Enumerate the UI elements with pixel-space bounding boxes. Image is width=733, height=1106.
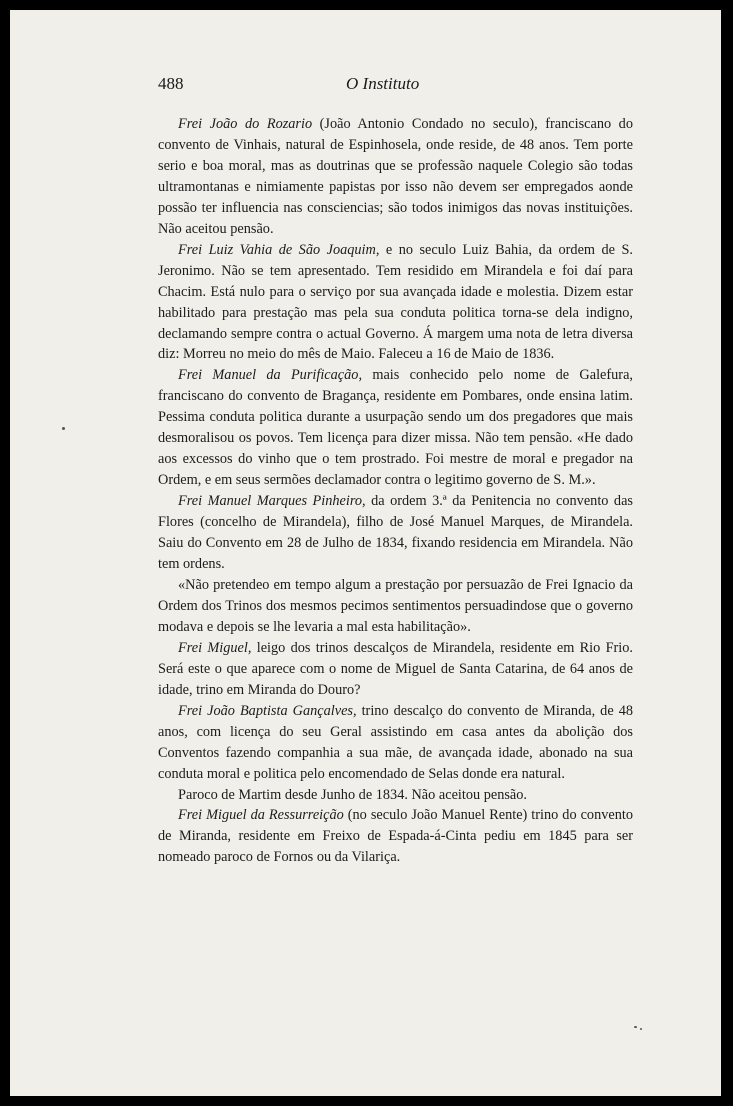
paragraph-text: e no seculo Luiz Bahia, da ordem de S. Jeronimo. Não se tem apresentado. Tem residido em Mirandela e foi daí para Chacim. Está nulo para o serviço por sua avançada idade e molestia. Dizem estar habilitado para prestação mas pela sua conduta politica torna-se dela indigno, declamando sempre contra o actual Governo. Á margem uma nota de letra diversa diz: Morreu no meio do mês de Maio. Faleceu a 16 de Maio de 1836. — [158, 241, 634, 363]
scan-speck — [634, 1026, 637, 1028]
paragraph — [158, 491, 633, 575]
paragraph-text: (no seculo João Manuel Rente) trino do convento de Miranda, residente em Freixo de Espada-á-Cinta pediu em 1845 para ser nomeado paroco de Fornos ou da Vilariça. — [158, 807, 633, 866]
scan-speck — [640, 1028, 642, 1030]
paragraph — [158, 805, 633, 868]
paragraph — [158, 114, 633, 240]
friar-name: Frei Manuel da Purificação, — [178, 367, 363, 384]
paragraph-text: (João Antonio Condado no seculo), franciscano do convento de Vinhais, natural de Espinhosela, onde reside, de 48 anos. Tem porte serio e boa moral, mas as doutrinas que se professão naquele Colegio são todas ultramontanas e nimiamente papistas por isso não devem ser empregados aonde possão ter influencia nas consciencias; são todos inimigos das novas instituições. Não aceitou pensão. — [158, 116, 633, 237]
paragraph-text: Paroco de Martim desde Junho de 1834. Não aceitou pensão. — [178, 786, 528, 803]
scan-speck — [62, 427, 65, 430]
paragraph-text: leigo dos trinos descalços de Mirandela, residente em Rio Frio. Será este o que aparece com o nome de Miguel de Santa Catarina, de 64 anos de idade, trino em Miranda do Douro? — [158, 639, 633, 698]
paragraph-text: trino descalço do convento de Miranda, de 48 anos, com licença do seu Geral assistindo em casa antes da abolição dos Conventos fazendo companhia a sua mãe, de avançada idade, abonado na sua conduta moral e politica pelo encomendado de Selas donde era natural. — [158, 702, 633, 782]
paragraph — [158, 701, 633, 785]
friar-name: Frei Luiz Vahia de São Joaquim, — [178, 241, 380, 258]
friar-name: Frei Manuel Marques Pinheiro, — [178, 493, 366, 510]
friar-name: Frei João Baptista Gançalves, — [178, 702, 357, 719]
paragraph-text: da ordem 3.ª da Penitencia no convento das Flores (concelho de Mirandela), filho de José Manuel Marques, de Mirandela. Saiu do Convento em 28 de Julho de 1834, fixando residencia em Mirandela. Não tem ordens. — [158, 493, 633, 573]
paragraph-text: «Não pretendeo em tempo algum a prestação por persuazão de Frei Ignacio da Ordem dos Trinos dos mesmos pecimos sentimentos persuadindose que o governo modava e depois se lhe levaria a mal esta habilitação». — [158, 576, 633, 635]
paragraph — [158, 240, 633, 366]
running-title: O Instituto — [346, 74, 420, 93]
document-page — [10, 10, 721, 1096]
friar-name: Frei Miguel, — [178, 639, 252, 656]
paragraph — [158, 365, 633, 491]
body-text — [158, 114, 633, 868]
page-header — [158, 74, 642, 104]
friar-name: Frei João do Rozario — [178, 116, 313, 132]
paragraph — [158, 785, 633, 806]
friar-name: Frei Miguel da Ressurreição — [178, 807, 344, 824]
paragraph-text: mais conhecido pelo nome de Galefura, franciscano do convento de Bragança, residente em Pombares, onde ensina latim. Pessima conduta politica durante a usurpação sendo um dos pregadores que mais desmoralisou os povos. Tem licença para dizer missa. Não tem pensão. «He dado aos excessos do vinho que o tem prostrado. Foi mestre de moral e pregador na Ordem, e em seus sermões declamador contra o legitimo governo de S. M.». — [158, 367, 633, 489]
paragraph — [158, 638, 633, 701]
paragraph — [158, 575, 633, 638]
page-number: 488 — [158, 74, 184, 93]
